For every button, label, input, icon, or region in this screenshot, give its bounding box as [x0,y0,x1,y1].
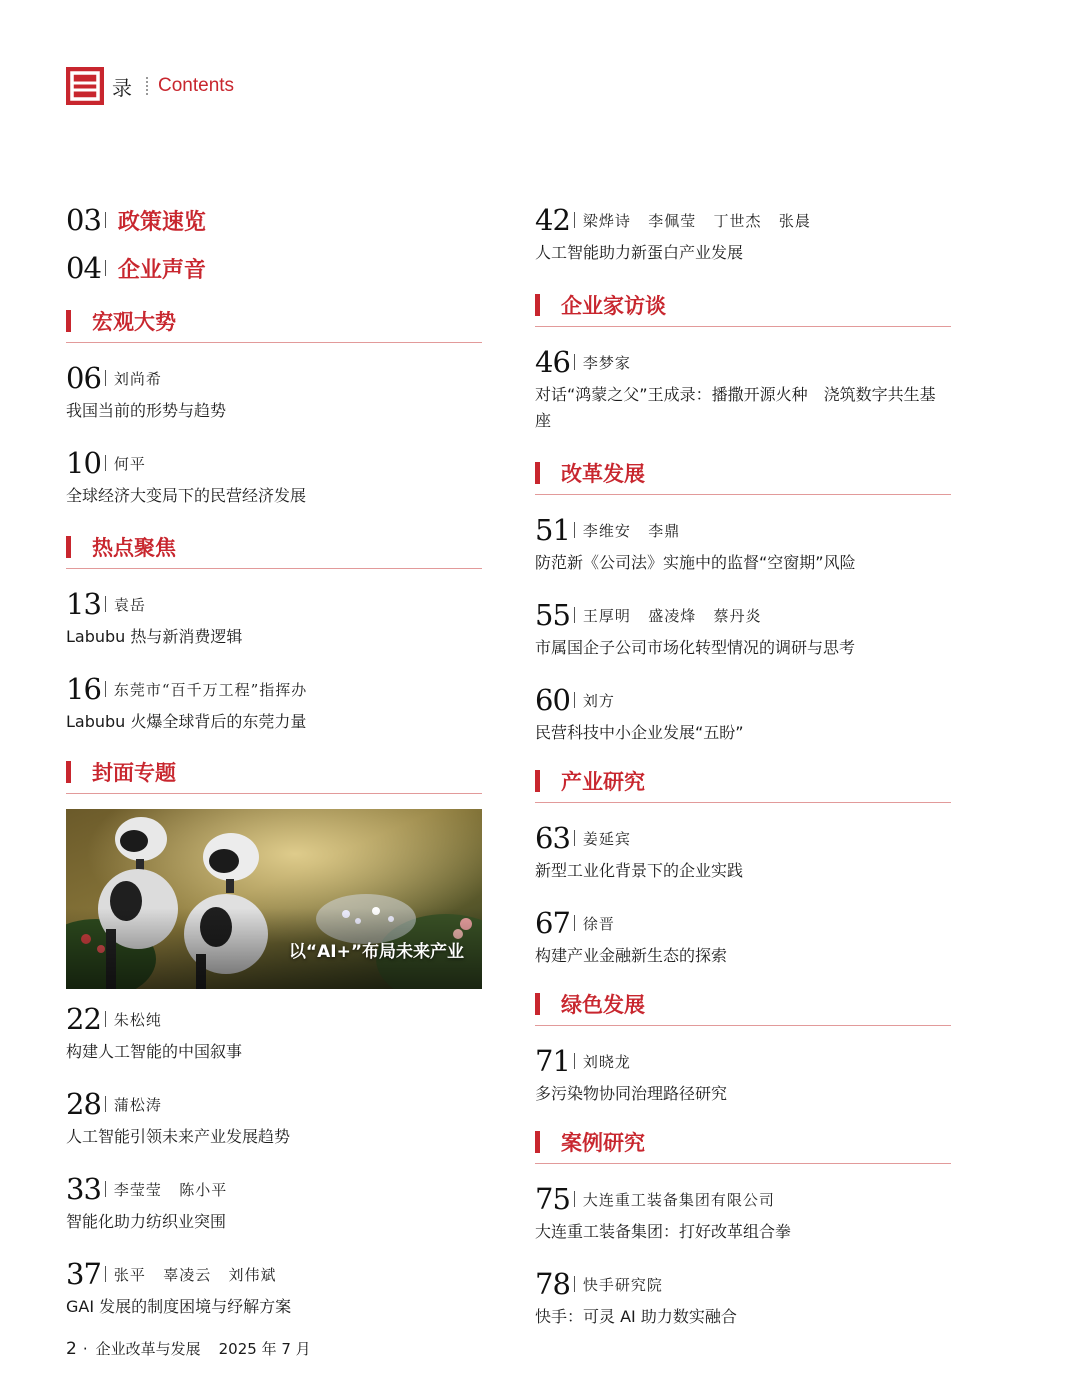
author: 张平 辜凌云 刘伟斌 [113,1265,277,1284]
separator [105,1266,106,1282]
author: 快手研究院 [582,1275,663,1294]
page-number: 78 [535,1266,570,1301]
toc-entry[interactable] [66,200,482,248]
toc-entry[interactable] [535,1264,951,1334]
section-rule [535,494,951,495]
article-title: 人工智能助力新蛋白产业发展 [535,243,744,262]
section-header [535,760,951,804]
author: 王厚明 盛凌烽 蔡丹炎 [582,606,762,625]
separator [574,607,575,623]
separator [105,370,106,386]
author: 刘晓龙 [582,1052,631,1071]
page-number: 60 [535,682,570,717]
author: 李维安 李鼎 [582,521,681,540]
header-english: Contents [158,75,235,96]
toc-entry[interactable] [66,358,482,443]
section-marker [535,294,540,316]
right-column [535,200,951,1334]
author: 徐晋 [582,914,615,933]
toc-entry[interactable] [66,443,482,526]
page-footer [66,1338,311,1359]
author: 李梦家 [582,353,631,372]
page-number: 06 [66,360,101,395]
separator [105,596,106,612]
separator [574,212,575,228]
page-number: 51 [535,512,570,547]
separator [105,212,106,228]
article-title: 全球经济大变局下的民营经济发展 [66,486,307,505]
page-number: 03 [66,202,101,237]
article-title: 民营科技中小企业发展“五盼” [535,723,744,742]
separator [105,1181,106,1197]
separator [105,681,106,697]
toc-entry[interactable] [535,818,951,903]
separator [574,1053,575,1069]
separator [574,1276,575,1292]
section-rule [535,326,951,327]
separator [105,260,106,276]
article-title: 快手：可灵 AI 助力数实融合 [535,1307,737,1326]
section-title: 产业研究 [561,770,645,794]
contents-header [66,66,234,106]
separator [574,354,575,370]
footer-date: 2025 年 7 月 [218,1340,311,1358]
toc-entry[interactable] [66,999,482,1084]
article-title: 大连重工装备集团：打好改革组合拳 [535,1222,792,1241]
article-title: 市属国企子公司市场化转型情况的调研与思考 [535,638,856,657]
toc-entry[interactable] [535,595,951,680]
author: 东莞市“百千万工程”指挥办 [113,680,308,699]
section-header [535,1121,951,1165]
entry-label: 政策速览 [117,209,206,235]
section-title: 案例研究 [561,1131,645,1155]
separator [574,1191,575,1207]
author: 李莹莹 陈小平 [113,1180,228,1199]
page-number: 55 [535,597,570,632]
entry-label: 企业声音 [117,257,206,283]
page-number: 22 [66,1001,101,1036]
page-number: 67 [535,905,570,940]
toc-entry[interactable] [535,200,951,284]
author: 朱松纯 [113,1010,162,1029]
article-title: 人工智能引领未来产业发展趋势 [66,1127,291,1146]
section-marker [66,761,71,783]
section-title: 热点聚焦 [92,536,176,560]
section-header [535,452,951,496]
footer-page-number: 2 [66,1338,77,1359]
toc-entry[interactable] [535,510,951,595]
section-title: 企业家访谈 [561,294,666,318]
author: 梁烨诗 李佩莹 丁世杰 张晨 [582,211,811,230]
page-number: 75 [535,1181,570,1216]
section-rule [535,1025,951,1026]
left-column [66,200,482,1324]
cover-image [66,809,482,989]
toc-entry[interactable] [66,669,482,751]
page-number: 33 [66,1171,101,1206]
article-title: 多污染物协同治理路径研究 [535,1084,728,1103]
separator [105,455,106,471]
article-title: Labubu 热与新消费逻辑 [66,627,243,646]
section-marker [66,536,71,558]
section-marker [535,1131,540,1153]
toc-entry[interactable] [66,584,482,669]
page-number: 13 [66,586,101,621]
section-header [66,300,482,344]
article-title: 构建人工智能的中国叙事 [66,1042,243,1061]
mu-logo-icon [66,67,104,105]
author: 何平 [113,454,146,473]
section-rule [535,802,951,803]
separator [105,1096,106,1112]
section-marker [535,993,540,1015]
footer-magazine: 企业改革与发展 [95,1340,201,1358]
page-number: 71 [535,1043,570,1078]
page-number: 42 [535,202,570,237]
page-number: 16 [66,671,101,706]
author: 刘方 [582,691,615,710]
author: 大连重工装备集团有限公司 [582,1190,775,1209]
section-rule [66,793,482,794]
separator [574,915,575,931]
section-rule [66,568,482,569]
section-rule [535,1163,951,1164]
author: 袁岳 [113,595,146,614]
page-number: 46 [535,344,570,379]
section-rule [66,342,482,343]
toc-entry[interactable] [535,1179,951,1264]
footer-dot: · [82,1339,88,1358]
article-title: GAI 发展的制度困境与纾解方案 [66,1297,292,1316]
toc-entry[interactable] [66,1084,482,1169]
page-number: 10 [66,445,101,480]
toc-entry[interactable] [66,1254,482,1324]
section-header [66,526,482,570]
section-header [66,751,482,795]
section-title: 改革发展 [561,462,645,486]
author: 蒲松涛 [113,1095,162,1114]
page-number: 37 [66,1256,101,1291]
toc-entry[interactable] [66,1169,482,1254]
section-header [535,983,951,1027]
toc-entry[interactable] [535,680,951,760]
article-title: 新型工业化背景下的企业实践 [535,861,744,880]
toc-entry[interactable] [535,1041,951,1121]
page-number: 28 [66,1086,101,1121]
article-title: 对话“鸿蒙之父”王成录：播撒开源火种 浇筑数字共生基座 [535,385,936,430]
section-title: 宏观大势 [92,310,176,334]
section-header [535,284,951,328]
separator [574,692,575,708]
article-title: Labubu 火爆全球背后的东莞力量 [66,712,307,731]
cover-caption: 以“AI+”布局未来产业 [288,942,464,962]
section-title: 绿色发展 [561,993,645,1017]
section-marker [535,770,540,792]
article-title: 我国当前的形势与趋势 [66,401,227,420]
author: 刘尚希 [113,369,162,388]
header-divider [146,77,148,95]
article-title: 构建产业金融新生态的探索 [535,946,728,965]
separator [574,830,575,846]
page-number: 04 [66,250,101,285]
page-number: 63 [535,820,570,855]
article-title: 防范新《公司法》实施中的监督“空窗期”风险 [535,553,856,572]
separator [574,522,575,538]
toc-entry[interactable] [535,342,951,452]
section-marker [535,462,540,484]
toc-entry[interactable] [535,903,951,983]
separator [105,1011,106,1027]
section-marker [66,310,71,332]
toc-entry[interactable] [66,248,482,300]
article-title: 智能化助力纺织业突围 [66,1212,227,1231]
section-title: 封面专题 [92,761,176,785]
header-char: 录 [112,75,132,100]
author: 姜延宾 [582,829,631,848]
